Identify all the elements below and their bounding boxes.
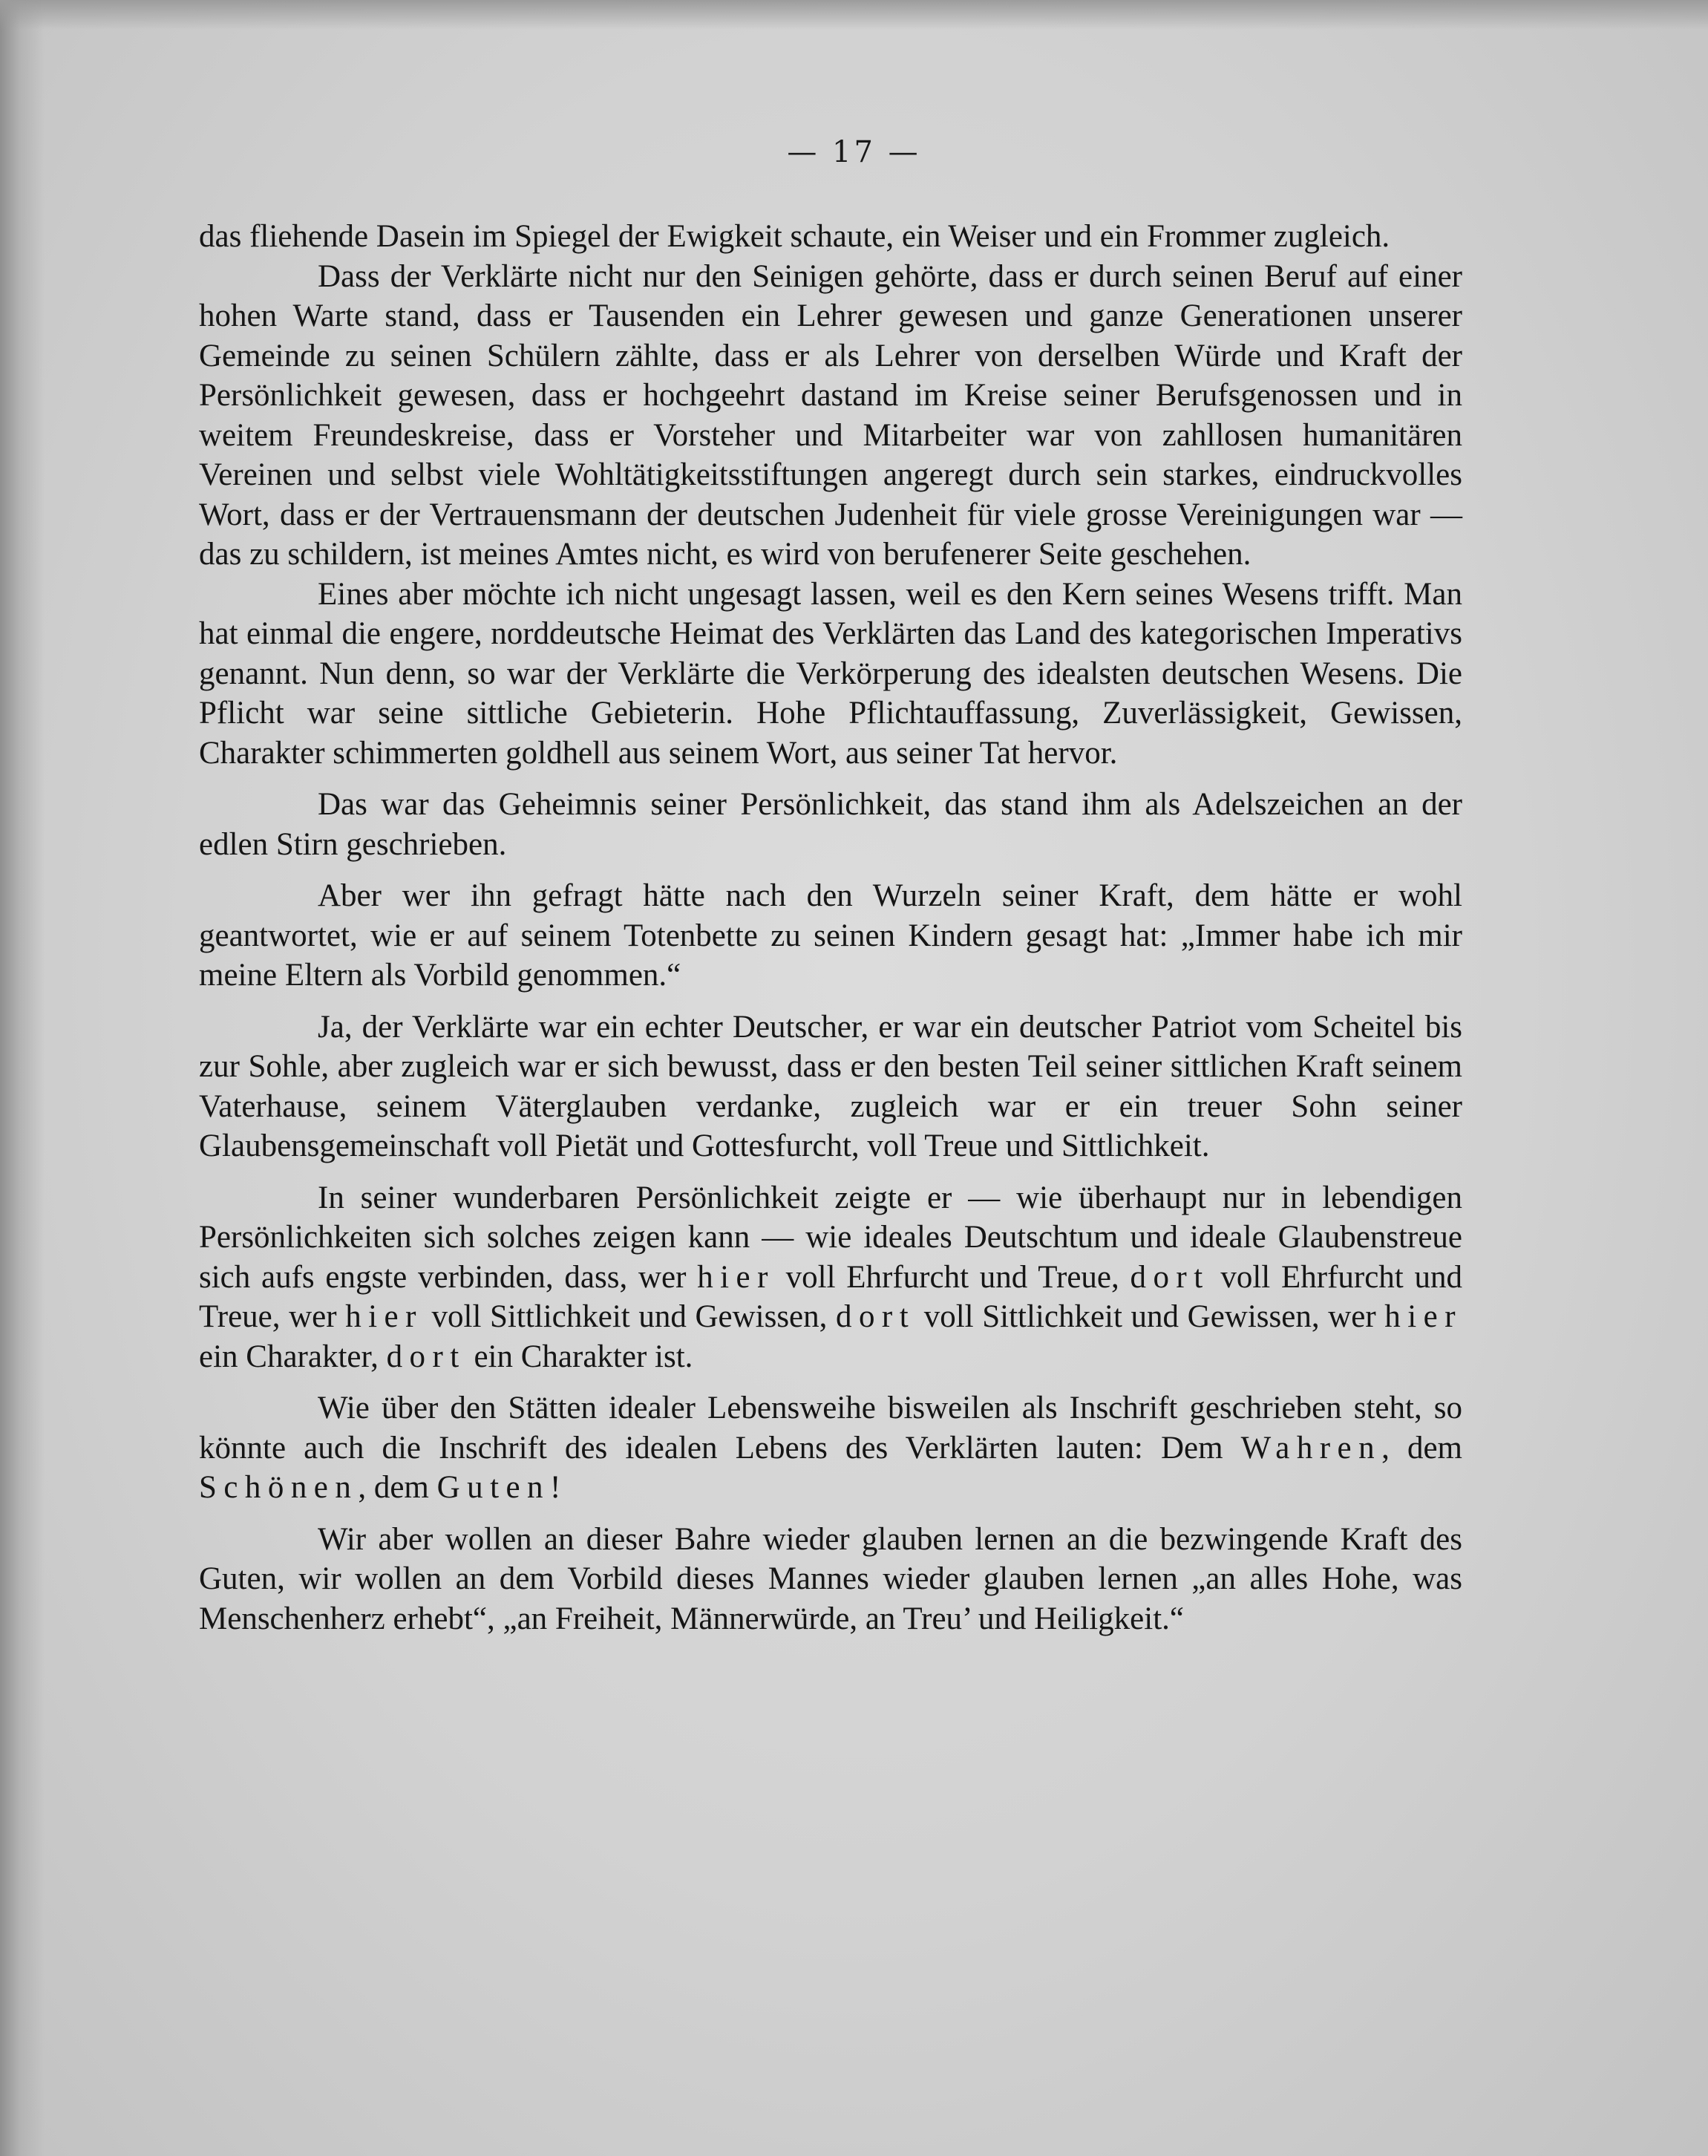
paragraph-7-run: voll Ehrfurcht und Treue,	[774, 1259, 1131, 1295]
emphasis-hier: hier	[345, 1299, 423, 1334]
paragraph-8-run: , dem	[358, 1470, 437, 1505]
emphasis-guten: Guten	[436, 1470, 550, 1505]
paragraph-7	[199, 1178, 1462, 1377]
emphasis-dort: dort	[1130, 1259, 1210, 1295]
page-shadow-left	[0, 0, 45, 2156]
paragraph-3: Eines aber möchte ich nicht ungesagt lassen, weil es den Kern seines Wesens trifft. Man hat einmal die engere, norddeutsche Heimat des Verklärten das Land des kategorischen Imperativs genannt. Nun denn, so war der Verklärte die Verkörperung des idealsten deutschen Wesens. Die Pflicht war seine sittliche Gebieterin. Hohe Pflichtauffassung, Zuverlässigkeit, Gewissen, Charakter schimmerten goldhell aus seinem Wort, aus seiner Tat hervor.	[199, 576, 1462, 771]
emphasis-schoenen: Schönen	[199, 1470, 359, 1505]
paragraph-4: Das war das Geheimnis seiner Persönlichkeit, das stand ihm als Adelszeichen an der edlen Stirn geschrieben.	[199, 787, 1462, 862]
paragraph-9: Wir aber wollen an dieser Bahre wieder glauben lernen an die bezwingende Kraft des Guten, wir wollen an dem Vorbild dieses Mannes wieder glauben lernen „an alles Hohe, was Menschenherz erhebt“, „an Freiheit, Männerwürde, an Treu’ und Heiligkeit.“	[199, 1521, 1462, 1636]
paragraph-8	[199, 1388, 1462, 1508]
paragraph-5: Aber wer ihn gefragt hätte nach den Wurzeln seiner Kraft, dem hätte er wohl geantwortet, wie er auf seinem Totenbette zu seinen Kindern gesagt hat: „Immer habe ich mir meine Eltern als Vorbild genommen.“	[199, 878, 1462, 993]
emphasis-wahren: Wahren	[1240, 1430, 1382, 1466]
paragraph-7-run: ein Charakter,	[199, 1339, 387, 1374]
paragraph-7-run: voll Sittlichkeit und Gewissen,	[422, 1299, 836, 1334]
paragraph-6: Ja, der Verklärte war ein echter Deutscher, er war ein deutscher Patriot vom Scheitel bis zur Sohle, aber zugleich war er sich bewusst, dass er den besten Teil seiner sittlichen Kraft seinem Vaterhause, seinem Väterglauben verdanke, zugleich war er ein treuer Sohn seiner Glaubensgemeinschaft voll Pietät und Gottesfurcht, voll Treue und Sittlichkeit.	[199, 1009, 1462, 1163]
paragraph-8-run: , dem	[1381, 1430, 1462, 1466]
paragraph-7-run: voll Ehrfurcht und Treue, wer	[199, 1259, 1462, 1334]
paragraph-8-run: Wie über den Stätten idealer Lebensweihe bisweilen als Inschrift geschrieben steht, so könnte auch die Inschrift des idealen Lebens des Verklärten lauten: Dem	[199, 1391, 1462, 1466]
page-number: — 17 —	[787, 135, 921, 169]
page-shadow-top	[0, 0, 1708, 30]
paragraph-7-run: ein Charakter ist.	[465, 1339, 693, 1374]
emphasis-hier: hier	[1384, 1299, 1462, 1334]
paragraph-7-run: voll Sittlichkeit und Gewissen, wer	[915, 1299, 1385, 1334]
emphasis-dort: dort	[386, 1339, 466, 1374]
paragraph-1: das fliehende Dasein im Spiegel der Ewigkeit schaute, ein Weiser und ein Frommer zugleich.	[199, 219, 1390, 254]
paragraph-2: Dass der Verklärte nicht nur den Seinigen gehörte, dass er durch seinen Beruf auf einer hohen Warte stand, dass er Tausenden ein Lehrer gewesen und ganze Generationen unserer Gemeinde zu seinen Schülern zählte, dass er als Lehrer von derselben Würde und Kraft der Persönlichkeit gewesen, dass er hochgeehrt dastand im Kreise seiner Berufsgenossen und in weitem Freundeskreise, dass er Vorsteher und Mitarbeiter war von zahllosen humanitären Vereinen und selbst viele Wohltätigkeitsstiftungen angeregt durch sein starkes, eindruckvolles Wort, dass er der Vertrauensmann der deutschen Judenheit für viele grosse Vereinigungen war — das zu schildern, ist meines Amtes nicht, es wird von berufenerer Seite geschehen.	[199, 258, 1462, 572]
emphasis-hier: hier	[697, 1259, 775, 1295]
paragraph-8-run: !	[550, 1470, 561, 1505]
emphasis-dort: dort	[836, 1299, 916, 1334]
paragraph-7-run: In seiner wunderbaren Persönlichkeit zeigte er — wie überhaupt nur in lebendigen Persönlichkeiten sich solches zeigen kann — wie ideales Deutschtum und ideale Glaubenstreue sich aufs engste verbinden, dass, wer	[199, 1180, 1462, 1295]
body-text	[199, 217, 1462, 1639]
